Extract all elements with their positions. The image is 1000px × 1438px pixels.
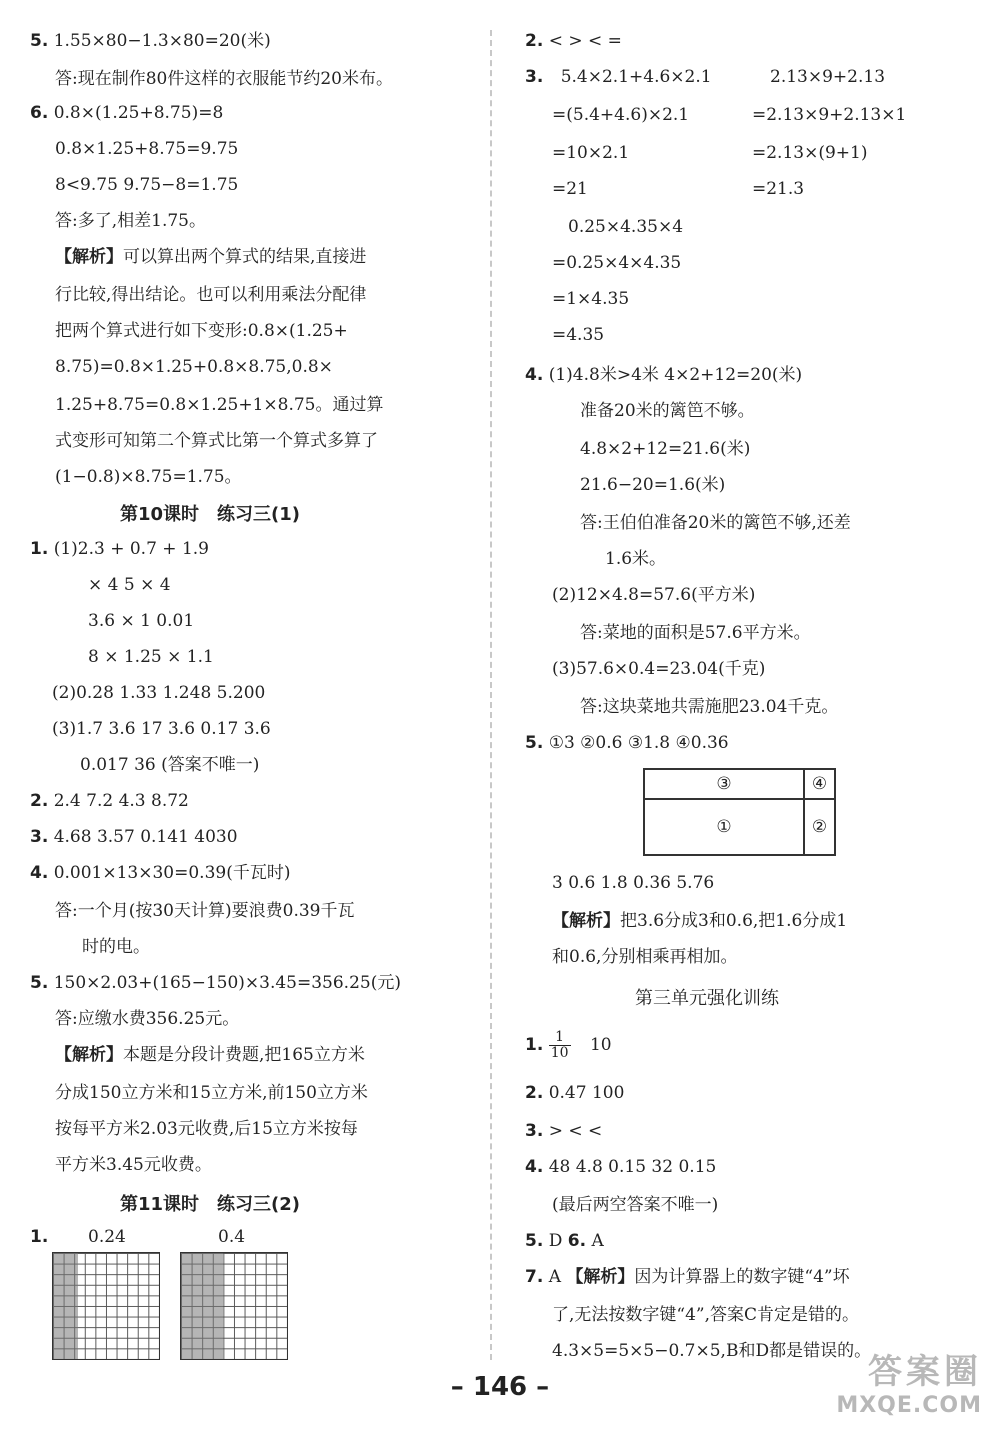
- analysis-line: 分成150立方米和15立方米,前150立方米: [55, 1083, 368, 1103]
- section-title: 第10课时 练习三(1): [120, 504, 301, 525]
- answer-line: =0.25×4×4.35: [552, 253, 682, 273]
- answer-line: 4. 0.001×13×30=0.39(千瓦时): [30, 863, 291, 883]
- analysis-line: 按每平方米2.03元收费,后15立方米按每: [55, 1119, 358, 1139]
- answer-line: 1. $\frac{1}{10}$ 10: [525, 1029, 612, 1061]
- answer-line: 4.8×2+12=21.6(米): [580, 439, 751, 459]
- answer-line: 6. 0.8×(1.25+8.75)=8: [30, 103, 224, 123]
- answer-line: 5. 1.55×80−1.3×80=20(米): [30, 31, 271, 51]
- analysis-line: 了,无法按数字键“4”,答案C肯定是错的。: [552, 1305, 860, 1325]
- answer-line: 2.13×9+2.13: [770, 67, 886, 87]
- hundred-grid-b: [180, 1252, 288, 1360]
- answer-line: =2.13×(9+1): [752, 143, 868, 163]
- analysis-line: (1−0.8)×8.75=1.75。: [55, 467, 242, 487]
- answer-line: 0.017 36 (答案不唯一): [80, 755, 260, 775]
- answer-line: 4. (1)4.8米>4米 4×2+12=20(米): [525, 365, 803, 385]
- grid-label: 0.4: [218, 1227, 246, 1247]
- fraction: $\frac{1}{10}$: [550, 1029, 569, 1061]
- answer-line: 1.: [30, 1227, 49, 1247]
- answer-line: (2)12×4.8=57.6(平方米): [552, 585, 756, 605]
- answer-line: 3.6 × 1 0.01: [88, 611, 195, 631]
- table-cell: ④: [805, 770, 834, 800]
- analysis-line: 行比较,得出结论。也可以利用乘法分配律: [55, 285, 367, 305]
- analysis-line: 【解析】把3.6分成3和0.6,把1.6分成1: [552, 911, 848, 931]
- grid-label: 0.24: [88, 1227, 126, 1247]
- table-cell: ③: [645, 770, 805, 800]
- answer-line: 2. < > < =: [525, 31, 622, 51]
- answer-line: 答:这块菜地共需施肥23.04千克。: [580, 697, 839, 717]
- section-title: 第11课时 练习三(2): [120, 1194, 301, 1215]
- analysis-line: 和0.6,分别相乘再相加。: [552, 947, 738, 967]
- answer-line: 时的电。: [82, 937, 150, 957]
- analysis-line: 平方米3.45元收费。: [55, 1155, 212, 1175]
- analysis-line: 式变形可知第二个算式比第一个算式多算了: [55, 431, 378, 451]
- answer-line: (最后两空答案不唯一): [552, 1195, 719, 1215]
- answer-line: 3. > < <: [525, 1121, 603, 1141]
- answer-line: (2)0.28 1.33 1.248 5.200: [52, 683, 266, 703]
- analysis-line: 1.25+8.75=0.8×1.25+1×8.75。通过算: [55, 395, 384, 415]
- analysis-line: 8.75)=0.8×1.25+0.8×8.75,0.8×: [55, 357, 333, 377]
- analysis-line: 7. A 【解析】因为计算器上的数字键“4”坏: [525, 1267, 850, 1287]
- answer-line: 21.6−20=1.6(米): [580, 475, 726, 495]
- answer-line: 5. 150×2.03+(165−150)×3.45=356.25(元): [30, 973, 401, 993]
- answer-line: =(5.4+4.6)×2.1: [552, 105, 690, 125]
- answer-line: 准备20米的篱笆不够。: [580, 401, 755, 421]
- analysis-line: 【解析】可以算出两个算式的结果,直接进: [55, 247, 367, 267]
- answer-line: × 4 5 × 4: [88, 575, 171, 595]
- answer-line: 8 × 1.25 × 1.1: [88, 647, 214, 667]
- answer-line: 答:现在制作80件这样的衣服能节约20米布。: [55, 69, 393, 89]
- section-title: 第三单元强化训练: [635, 988, 779, 1009]
- answer-line: 3 0.6 1.8 0.36 5.76: [552, 873, 715, 893]
- answer-line: 答:菜地的面积是57.6平方米。: [580, 623, 811, 643]
- area-model-table: [643, 768, 836, 856]
- answer-line: 3. 4.68 3.57 0.141 4030: [30, 827, 238, 847]
- hundred-grid-a: [52, 1252, 160, 1360]
- answer-line: =21: [552, 179, 588, 199]
- answer-line: 0.25×4.35×4: [568, 217, 684, 237]
- answer-line: 答:多了,相差1.75。: [55, 211, 206, 231]
- answer-line: 答:一个月(按30天计算)要浪费0.39千瓦: [55, 901, 355, 921]
- analysis-line: 【解析】本题是分段计费题,把165立方米: [55, 1045, 365, 1065]
- answer-line: 0.8×1.25+8.75=9.75: [55, 139, 239, 159]
- answer-line: 8<9.75 9.75−8=1.75: [55, 175, 239, 195]
- answer-line: 1. (1)2.3 + 0.7 + 1.9: [30, 539, 209, 559]
- table-cell: ②: [811, 817, 828, 837]
- answer-line: (3)1.7 3.6 17 3.6 0.17 3.6: [52, 719, 271, 739]
- answer-line: 5. D 6. A: [525, 1231, 604, 1251]
- answer-line: 3. 5.4×2.1+4.6×2.1: [525, 67, 712, 87]
- answer-line: 答:应缴水费356.25元。: [55, 1009, 240, 1029]
- analysis-line: 把两个算式进行如下变形:0.8×(1.25+: [55, 321, 348, 341]
- answer-line: 1.6米。: [605, 549, 667, 569]
- answer-line: 答:王伯伯准备20米的篱笆不够,还差: [580, 513, 851, 533]
- answer-line: 5. ①3 ②0.6 ③1.8 ④0.36: [525, 733, 729, 753]
- answer-line: 2. 0.47 100: [525, 1083, 625, 1103]
- answer-line: 2. 2.4 7.2 4.3 8.72: [30, 791, 189, 811]
- answer-line: 4. 48 4.8 0.15 32 0.15: [525, 1157, 717, 1177]
- table-cell: ①: [645, 800, 805, 854]
- answer-line: =21.3: [752, 179, 805, 199]
- grid-shading: [181, 1253, 223, 1359]
- watermark: 答案圈 MXQE.COM: [836, 1352, 982, 1418]
- answer-line: =10×2.1: [552, 143, 630, 163]
- answer-line: =2.13×9+2.13×1: [752, 105, 907, 125]
- answer-line: =4.35: [552, 325, 605, 345]
- analysis-line: 4.3×5=5×5−0.7×5,B和D都是错误的。: [552, 1341, 872, 1361]
- answer-line: (3)57.6×0.4=23.04(千克): [552, 659, 766, 679]
- column-divider: [490, 30, 492, 1360]
- grid-shading: [53, 1253, 78, 1359]
- page-number: – 146 –: [450, 1372, 550, 1402]
- answer-line: =1×4.35: [552, 289, 630, 309]
